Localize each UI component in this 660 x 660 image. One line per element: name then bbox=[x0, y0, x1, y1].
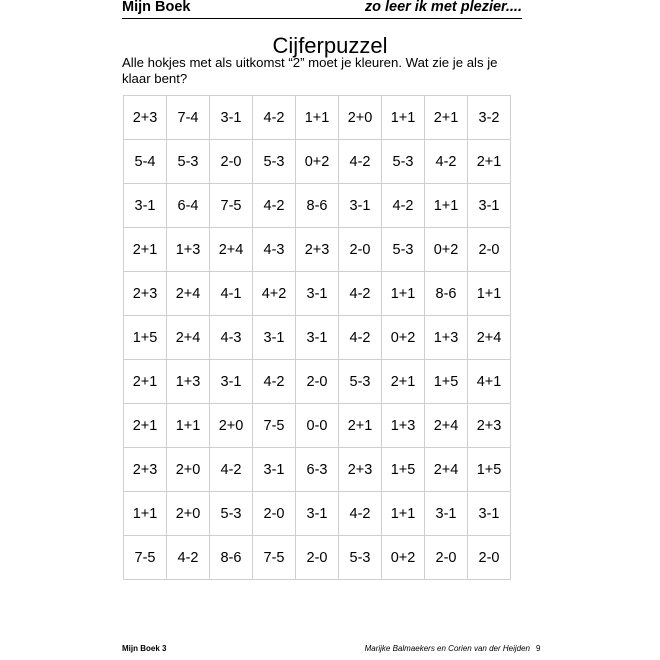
grid-cell[interactable]: 2+0 bbox=[167, 448, 210, 492]
grid-cell[interactable]: 1+5 bbox=[382, 448, 425, 492]
grid-cell[interactable]: 2+3 bbox=[124, 96, 167, 140]
grid-cell[interactable]: 2+1 bbox=[124, 360, 167, 404]
grid-cell[interactable]: 0-0 bbox=[296, 404, 339, 448]
grid-cell[interactable]: 5-3 bbox=[382, 140, 425, 184]
grid-cell[interactable]: 4-3 bbox=[253, 228, 296, 272]
grid-cell[interactable]: 3-2 bbox=[468, 96, 511, 140]
grid-cell[interactable]: 2-0 bbox=[339, 228, 382, 272]
grid-cell[interactable]: 3-1 bbox=[296, 272, 339, 316]
grid-cell[interactable]: 2+3 bbox=[124, 272, 167, 316]
grid-cell[interactable]: 1+3 bbox=[167, 228, 210, 272]
grid-cell[interactable]: 5-3 bbox=[167, 140, 210, 184]
grid-cell[interactable]: 6-3 bbox=[296, 448, 339, 492]
grid-cell[interactable]: 5-3 bbox=[253, 140, 296, 184]
grid-cell[interactable]: 1+5 bbox=[124, 316, 167, 360]
grid-cell[interactable]: 4-2 bbox=[339, 272, 382, 316]
grid-cell[interactable]: 4-3 bbox=[210, 316, 253, 360]
grid-cell[interactable]: 2+1 bbox=[425, 96, 468, 140]
grid-row bbox=[124, 404, 511, 448]
grid-cell[interactable]: 1+3 bbox=[382, 404, 425, 448]
grid-cell[interactable]: 5-4 bbox=[124, 140, 167, 184]
grid-cell[interactable]: 2+0 bbox=[167, 492, 210, 536]
grid-cell[interactable]: 2+0 bbox=[339, 96, 382, 140]
grid-cell[interactable]: 4-2 bbox=[425, 140, 468, 184]
grid-cell[interactable]: 1+3 bbox=[425, 316, 468, 360]
puzzle-grid bbox=[123, 95, 511, 580]
grid-cell[interactable]: 1+1 bbox=[296, 96, 339, 140]
grid-cell[interactable]: 4-2 bbox=[339, 316, 382, 360]
grid-cell[interactable]: 1+1 bbox=[425, 184, 468, 228]
grid-cell[interactable]: 1+1 bbox=[382, 492, 425, 536]
footer-book-name: Mijn Boek 3 bbox=[122, 644, 167, 653]
grid-row bbox=[124, 184, 511, 228]
grid-cell[interactable]: 2+1 bbox=[124, 228, 167, 272]
grid-cell[interactable]: 3-1 bbox=[124, 184, 167, 228]
grid-cell[interactable]: 2-0 bbox=[253, 492, 296, 536]
grid-row bbox=[124, 228, 511, 272]
grid-cell[interactable]: 5-3 bbox=[339, 360, 382, 404]
grid-cell[interactable]: 6-4 bbox=[167, 184, 210, 228]
grid-cell[interactable]: 4-1 bbox=[210, 272, 253, 316]
grid-cell[interactable]: 4-2 bbox=[167, 536, 210, 580]
grid-cell[interactable]: 4+1 bbox=[468, 360, 511, 404]
grid-cell[interactable]: 7-5 bbox=[253, 536, 296, 580]
grid-cell[interactable]: 2-0 bbox=[296, 536, 339, 580]
grid-cell[interactable]: 2+4 bbox=[167, 316, 210, 360]
grid-row bbox=[124, 316, 511, 360]
grid-cell[interactable]: 2-0 bbox=[468, 536, 511, 580]
grid-row bbox=[124, 448, 511, 492]
grid-cell[interactable]: 4-2 bbox=[253, 360, 296, 404]
grid-cell[interactable]: 3-1 bbox=[296, 492, 339, 536]
grid-cell[interactable]: 4-2 bbox=[253, 184, 296, 228]
page-title: Cijferpuzzel bbox=[272, 33, 388, 58]
grid-row bbox=[124, 536, 511, 580]
grid-cell[interactable]: 2-0 bbox=[468, 228, 511, 272]
grid-cell[interactable]: 1+1 bbox=[382, 96, 425, 140]
grid-cell[interactable]: 7-5 bbox=[253, 404, 296, 448]
grid-cell[interactable]: 4-2 bbox=[339, 140, 382, 184]
grid-cell[interactable]: 3-1 bbox=[339, 184, 382, 228]
grid-cell[interactable]: 2-0 bbox=[210, 140, 253, 184]
grid-cell[interactable]: 5-3 bbox=[382, 228, 425, 272]
grid-cell[interactable]: 1+5 bbox=[425, 360, 468, 404]
grid-cell[interactable]: 2-0 bbox=[296, 360, 339, 404]
grid-cell[interactable]: 8-6 bbox=[296, 184, 339, 228]
footer-authors: Marijke Balmaekers en Corien van der Heijden bbox=[364, 644, 530, 653]
grid-cell[interactable]: 0+2 bbox=[382, 536, 425, 580]
grid-cell[interactable]: 2+4 bbox=[468, 316, 511, 360]
grid-cell[interactable]: 1+1 bbox=[167, 404, 210, 448]
grid-cell[interactable]: 7-4 bbox=[167, 96, 210, 140]
grid-cell[interactable]: 1+1 bbox=[124, 492, 167, 536]
page-header bbox=[122, 0, 522, 19]
grid-cell[interactable]: 2+4 bbox=[425, 404, 468, 448]
grid-cell[interactable]: 2+3 bbox=[339, 448, 382, 492]
grid-cell[interactable]: 3-1 bbox=[425, 492, 468, 536]
book-slogan: zo leer ik met plezier.... bbox=[364, 0, 522, 15]
grid-cell[interactable]: 2+1 bbox=[124, 404, 167, 448]
grid-cell[interactable]: 2+4 bbox=[425, 448, 468, 492]
grid-cell[interactable]: 2-0 bbox=[425, 536, 468, 580]
grid-cell[interactable]: 1+3 bbox=[167, 360, 210, 404]
grid-cell[interactable]: 2+3 bbox=[468, 404, 511, 448]
grid-cell[interactable]: 1+1 bbox=[468, 272, 511, 316]
grid-cell[interactable]: 8-6 bbox=[425, 272, 468, 316]
grid-cell[interactable]: 4-2 bbox=[210, 448, 253, 492]
grid-cell[interactable]: 8-6 bbox=[210, 536, 253, 580]
grid-cell[interactable]: 2+1 bbox=[382, 360, 425, 404]
grid-row bbox=[124, 360, 511, 404]
grid-cell[interactable]: 3-1 bbox=[210, 96, 253, 140]
grid-cell[interactable]: 5-3 bbox=[339, 536, 382, 580]
grid-row bbox=[124, 96, 511, 140]
grid-cell[interactable]: 1+5 bbox=[468, 448, 511, 492]
grid-cell[interactable]: 7-5 bbox=[124, 536, 167, 580]
grid-row bbox=[124, 492, 511, 536]
grid-cell[interactable]: 3-1 bbox=[253, 316, 296, 360]
grid-cell[interactable]: 4-2 bbox=[382, 184, 425, 228]
grid-cell[interactable]: 2+1 bbox=[339, 404, 382, 448]
grid-cell[interactable]: 0+2 bbox=[382, 316, 425, 360]
grid-cell[interactable]: 3-1 bbox=[468, 184, 511, 228]
grid-cell[interactable]: 7-5 bbox=[210, 184, 253, 228]
grid-cell[interactable]: 4-2 bbox=[339, 492, 382, 536]
grid-row bbox=[124, 140, 511, 184]
grid-cell[interactable]: 0+2 bbox=[296, 140, 339, 184]
grid-cell[interactable]: 2+3 bbox=[124, 448, 167, 492]
grid-cell[interactable]: 4-2 bbox=[253, 96, 296, 140]
grid-cell[interactable]: 3-1 bbox=[468, 492, 511, 536]
grid-cell[interactable]: 2+1 bbox=[468, 140, 511, 184]
grid-cell[interactable]: 2+4 bbox=[167, 272, 210, 316]
grid-cell[interactable]: 0+2 bbox=[425, 228, 468, 272]
book-title: Mijn Boek bbox=[122, 0, 191, 15]
grid-cell[interactable]: 2+4 bbox=[210, 228, 253, 272]
grid-cell[interactable]: 2+3 bbox=[296, 228, 339, 272]
grid-cell[interactable]: 3-1 bbox=[210, 360, 253, 404]
grid-cell[interactable]: 1+1 bbox=[382, 272, 425, 316]
grid-row bbox=[124, 272, 511, 316]
grid-cell[interactable]: 3-1 bbox=[296, 316, 339, 360]
grid-cell[interactable]: 5-3 bbox=[210, 492, 253, 536]
page-number: 9 bbox=[536, 644, 541, 653]
grid-cell[interactable]: 3-1 bbox=[253, 448, 296, 492]
instructions-text: Alle hokjes met als uitkomst “2” moet je kleuren. Wat zie je als je klaar bent? bbox=[122, 55, 498, 86]
grid-cell[interactable]: 4+2 bbox=[253, 272, 296, 316]
grid-cell[interactable]: 2+0 bbox=[210, 404, 253, 448]
